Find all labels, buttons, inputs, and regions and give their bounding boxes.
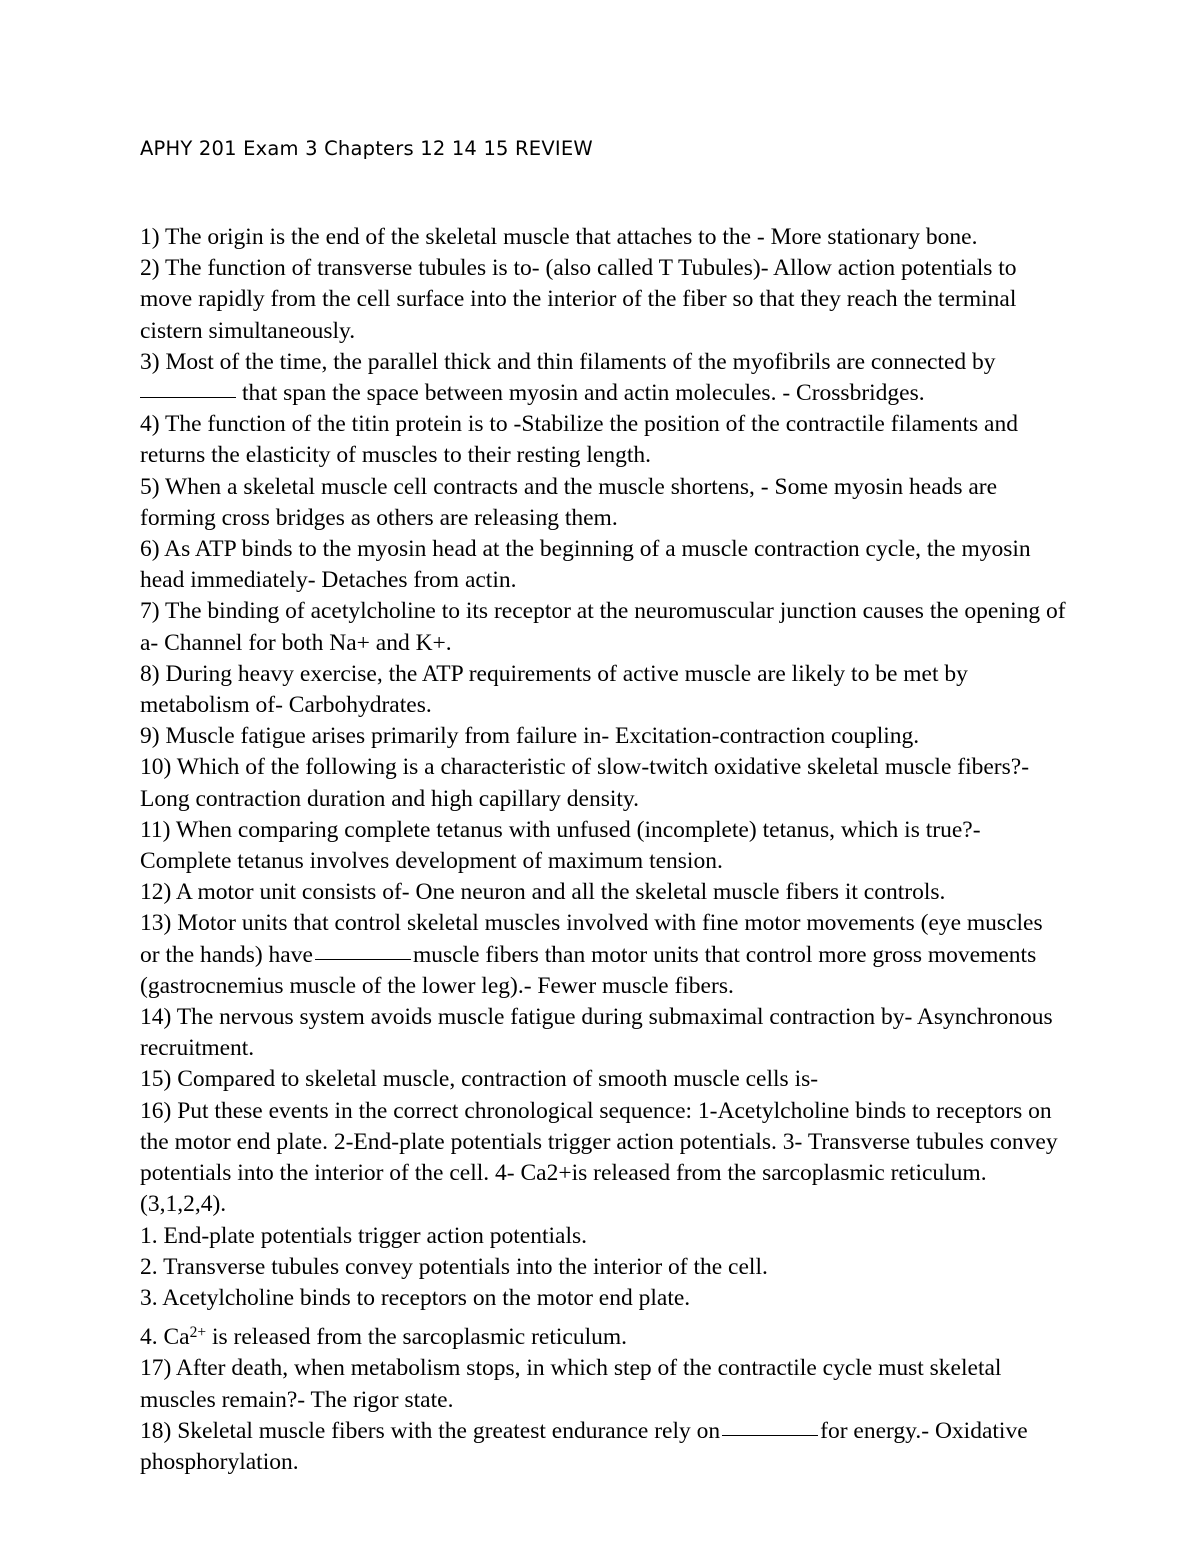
q2-text: 2) The function of transverse tubules is to- (also called T Tubules)- Allow action potentials to move rapidly from the cell surface into the interior of the fiber so that they reach the terminal cistern simultaneously. (140, 255, 1017, 344)
list-item-q10 (140, 752, 1068, 814)
list-item-seq2 (140, 1252, 1068, 1283)
q7-text: 7) The binding of acetylcholine to its receptor at the neuromuscular junction causes the opening of a- Channel for both Na+ and K+. (140, 598, 1066, 656)
q17-text: 17) After death, when metabolism stops, in which step of the contractile cycle must skeletal muscles remain?- The rigor state. (140, 1355, 1002, 1413)
fill-in-blank-q3 (140, 397, 236, 398)
seq4-superscript: 2+ (189, 1324, 207, 1342)
review-question-list (140, 222, 1068, 1478)
q13-text-before-blank: 13) Motor units that control skeletal muscles involved with fine motor movements (eye muscles or the hands) have (140, 910, 1043, 968)
list-item-q14 (140, 1002, 1068, 1064)
fill-in-blank-q18 (722, 1435, 818, 1436)
list-item-q12 (140, 877, 1068, 908)
seq2-text: 2. Transverse tubules convey potentials into the interior of the cell. (140, 1253, 768, 1280)
list-item-q13 (140, 908, 1068, 1002)
q3-text-before-blank: 3) Most of the time, the parallel thick and thin filaments of the myofibrils are connected by (140, 348, 996, 375)
list-item-q11 (140, 815, 1068, 877)
list-item-q18 (140, 1416, 1068, 1478)
q6-text: 6) As ATP binds to the myosin head at the beginning of a muscle contraction cycle, the myosin head immediately- Detaches from actin. (140, 536, 1031, 594)
q9-text: 9) Muscle fatigue arises primarily from failure in- Excitation-contraction coupling. (140, 723, 920, 750)
list-item-q4 (140, 409, 1068, 471)
q10-text: 10) Which of the following is a characteristic of slow-twitch oxidative skeletal muscle fibers?- Long contraction duration and high capillary density. (140, 754, 1030, 812)
fill-in-blank-q13 (315, 959, 411, 960)
q11-text: 11) When comparing complete tetanus with unfused (incomplete) tetanus, which is true?- Complete tetanus involves development of maximum tension. (140, 816, 981, 875)
q1-text: 1) The origin is the end of the skeletal muscle that attaches to the - More stationary bone. (140, 224, 978, 250)
seq4-prefix: 4. Ca (140, 1324, 190, 1351)
list-item-q16 (140, 1096, 1068, 1221)
page-title: APHY 201 Exam 3 Chapters 12 14 15 REVIEW (140, 137, 593, 160)
q16-text: 16) Put these events in the correct chronological sequence: 1-Acetylcholine binds to receptors on the motor end plate. 2-End-plate potentials trigger action potentials. 3- Transverse tubules convey potentials into the interior of the cell. 4- Ca2+is released from the sarcoplasmic reticulum. (3,1,2,4). (140, 1097, 1058, 1218)
seq1-text: 1. End-plate potentials trigger action potentials. (140, 1222, 588, 1249)
list-item-q9 (140, 721, 1068, 752)
q18-text-before-blank: 18) Skeletal muscle fibers with the greatest endurance rely on (140, 1417, 721, 1444)
list-item-q3 (140, 347, 1068, 409)
q4-text: 4) The function of the titin protein is to -Stabilize the position of the contractile filaments and returns the elasticity of muscles to their resting length. (140, 411, 1018, 469)
list-item-seq3 (140, 1283, 1068, 1314)
q5-text: 5) When a skeletal muscle cell contracts and the muscle shortens, - Some myosin heads are forming cross bridges as others are releasing them. (140, 473, 998, 531)
list-item-seq4 (140, 1322, 1068, 1353)
list-item-q1 (140, 222, 1068, 253)
q8-text: 8) During heavy exercise, the ATP requirements of active muscle are likely to be met by metabolism of- Carbohydrates. (140, 660, 968, 719)
q14-text: 14) The nervous system avoids muscle fatigue during submaximal contraction by- Asynchronous recruitment. (140, 1004, 1053, 1062)
list-item-q2 (140, 253, 1068, 347)
list-item-seq1 (140, 1221, 1068, 1252)
list-item-q7 (140, 596, 1068, 658)
q18-text-after-blank: for energy.- Oxidative phosphorylation. (140, 1417, 1028, 1475)
seq3-text: 3. Acetylcholine binds to receptors on the motor end plate. (140, 1284, 691, 1311)
q13-text-after-blank: muscle fibers than motor units that control more gross movements (gastrocnemius muscle of the lower leg).- Fewer muscle fibers. (140, 941, 1037, 999)
seq4-suffix: is released from the sarcoplasmic reticulum. (206, 1324, 627, 1351)
list-item-q8 (140, 659, 1068, 721)
q15-text: 15) Compared to skeletal muscle, contraction of smooth muscle cells is- (140, 1066, 819, 1093)
list-item-q17 (140, 1353, 1068, 1415)
q12-text: 12) A motor unit consists of- One neuron and all the skeletal muscle fibers it controls. (140, 879, 946, 906)
list-item-q6 (140, 534, 1068, 596)
q3-text-after-blank: that span the space between myosin and actin molecules. - Crossbridges. (242, 380, 925, 407)
list-item-q15 (140, 1064, 1068, 1095)
list-item-q5 (140, 472, 1068, 534)
